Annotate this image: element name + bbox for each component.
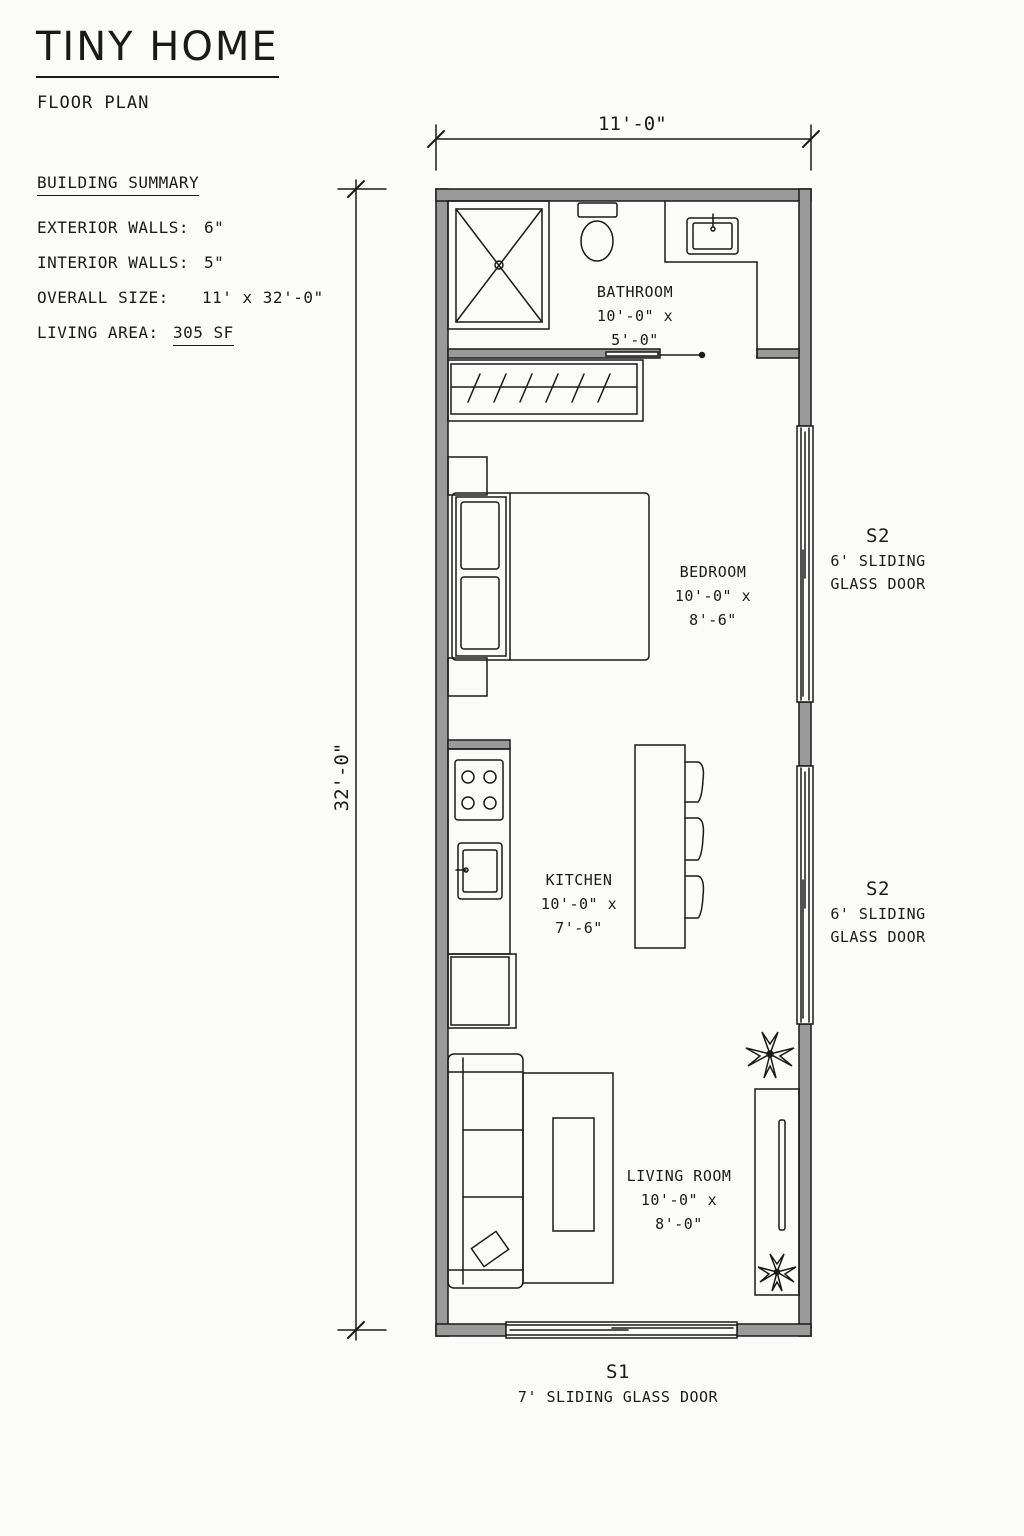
sliding-door-s2-lower	[797, 766, 813, 1024]
width-dimension-label: 11'-0"	[598, 113, 667, 135]
closet	[448, 360, 643, 421]
sliding-door-s1	[506, 1322, 737, 1338]
door-code-s1: S1	[606, 1361, 630, 1383]
page-title: TINY HOME	[36, 24, 279, 70]
shower	[448, 201, 549, 329]
room-label-bathroom	[570, 280, 700, 352]
room-label-living	[614, 1164, 744, 1236]
kitchen-counter	[448, 749, 510, 954]
plant-upper	[746, 1032, 794, 1078]
summary-heading: BUILDING SUMMARY	[37, 173, 199, 196]
summary-label-living-area: LIVING AREA:	[37, 323, 159, 342]
summary-value-exterior-walls: 6"	[204, 218, 225, 237]
length-dimension-label: 32'-0"	[331, 742, 353, 812]
door-desc-s2-lower-line2: GLASS DOOR	[830, 928, 926, 946]
summary-label-interior-walls: INTERIOR WALLS:	[37, 253, 189, 272]
door-code-s2-lower: S2	[866, 878, 890, 900]
coffee-table	[553, 1118, 594, 1231]
room-size-living: 10'-0" x 8'-0"	[640, 1191, 718, 1233]
door-desc-s2-upper-line1: 6' SLIDING	[830, 552, 926, 570]
door-desc-s1: 7' SLIDING GLASS DOOR	[517, 1388, 719, 1406]
door-desc-s2-lower-line1: 6' SLIDING	[830, 905, 926, 923]
page-subtitle: FLOOR PLAN	[37, 93, 150, 113]
sofa	[448, 1054, 523, 1288]
summary-label-exterior-walls: EXTERIOR WALLS:	[37, 218, 189, 237]
area-rug	[523, 1073, 613, 1283]
room-name-bathroom: BATHROOM	[596, 283, 674, 301]
summary-value-living-area: 305 SF	[173, 323, 234, 346]
bed	[448, 457, 649, 696]
room-label-kitchen	[514, 868, 644, 940]
room-label-bedroom	[648, 560, 778, 632]
room-size-bedroom: 10'-0" x 8'-6"	[674, 587, 752, 629]
bar-stools	[685, 762, 703, 918]
door-code-s2-upper: S2	[866, 525, 890, 547]
sliding-door-s2-upper	[797, 426, 813, 702]
bathroom-door	[606, 352, 705, 358]
plant-lower	[758, 1254, 796, 1291]
room-name-kitchen: KITCHEN	[545, 871, 613, 889]
summary-value-interior-walls: 5"	[204, 253, 225, 272]
room-size-kitchen: 10'-0" x 7'-6"	[540, 895, 618, 937]
refrigerator	[448, 954, 516, 1028]
door-tag-s1	[500, 1358, 736, 1409]
door-tag-s2-lower	[818, 875, 938, 949]
room-name-bedroom: BEDROOM	[679, 563, 747, 581]
room-size-bathroom: 10'-0" x 5'-0"	[596, 307, 674, 349]
summary-label-overall-size: OVERALL SIZE:	[37, 288, 169, 307]
interior-walls	[448, 349, 799, 749]
room-name-living: LIVING ROOM	[626, 1167, 732, 1185]
door-desc-s2-upper-line2: GLASS DOOR	[830, 575, 926, 593]
summary-value-overall-size: 11' x 32'-0"	[202, 288, 324, 307]
toilet	[578, 203, 617, 261]
door-tag-s2-upper	[818, 522, 938, 596]
